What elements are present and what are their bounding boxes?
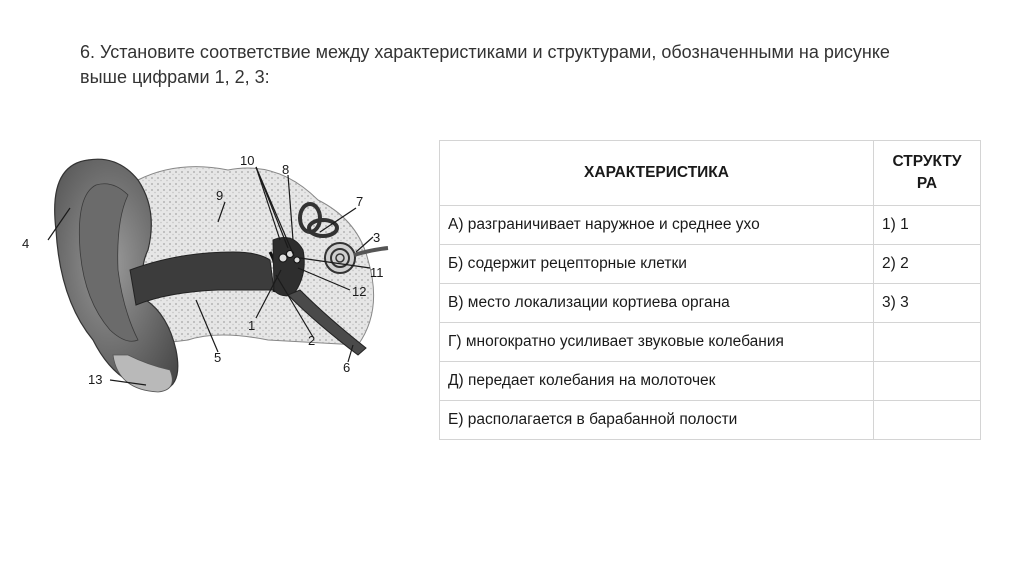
header-characteristic: ХАРАКТЕРИСТИКА (440, 141, 874, 206)
row-a-characteristic: А) разграничивает наружное и среднее ухо (440, 206, 874, 245)
ossicle-malleus (279, 254, 287, 262)
ossicle-stapes (294, 257, 300, 263)
table-row (440, 206, 981, 245)
table-row (440, 284, 981, 323)
row-v-structure: 3) 3 (874, 284, 981, 323)
row-g-structure (874, 323, 981, 362)
figure-label-10: 10 (240, 153, 255, 168)
figure-label-4: 4 (22, 236, 30, 251)
figure-label-1: 1 (248, 318, 256, 333)
matching-table (439, 140, 981, 440)
ear-diagram (18, 140, 398, 410)
figure-label-5: 5 (214, 350, 222, 365)
figure-label-9: 9 (216, 188, 224, 203)
figure-label-11: 11 (370, 265, 384, 280)
row-g-characteristic: Г) многократно усиливает звуковые колебания (440, 323, 874, 362)
ear-anatomy-figure (18, 140, 398, 410)
row-d-characteristic: Д) передает колебания на молоточек (440, 362, 874, 401)
row-d-structure (874, 362, 981, 401)
question-title: 6. Установите соответствие между характеристиками и структурами, обозначенными на рисунке выше цифрами 1, 2, 3: (80, 42, 890, 87)
row-v-characteristic: В) место локализации кортиева органа (440, 284, 874, 323)
row-e-characteristic: Е) располагается в барабанной полости (440, 401, 874, 440)
figure-label-6: 6 (343, 360, 351, 375)
figure-label-8: 8 (282, 162, 290, 177)
table-row (440, 401, 981, 440)
figure-label-3: 3 (373, 230, 381, 245)
figure-label-12: 12 (352, 284, 367, 299)
cochlea-outer (325, 243, 355, 273)
row-e-structure (874, 401, 981, 440)
row-b-characteristic: Б) содержит рецепторные клетки (440, 245, 874, 284)
row-b-structure: 2) 2 (874, 245, 981, 284)
table-row (440, 245, 981, 284)
figure-label-2: 2 (308, 333, 316, 348)
table-row (440, 362, 981, 401)
table-row (440, 323, 981, 362)
header-structure-label: СТРУКТУРА (892, 153, 962, 192)
header-structure (874, 141, 981, 206)
figure-label-7: 7 (356, 194, 364, 209)
figure-label-13: 13 (88, 372, 103, 387)
table-header-row (440, 141, 981, 206)
row-a-structure: 1) 1 (874, 206, 981, 245)
